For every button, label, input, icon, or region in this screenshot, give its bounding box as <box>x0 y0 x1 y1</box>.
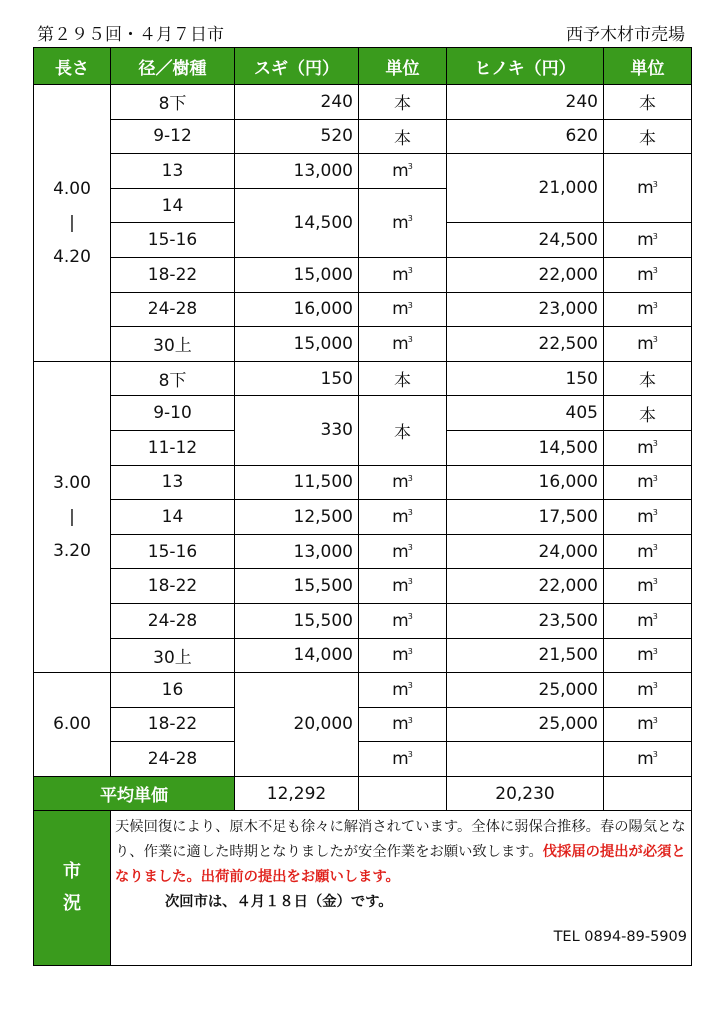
table-row <box>34 500 692 535</box>
table-row <box>34 673 692 708</box>
empty-cell <box>604 776 692 811</box>
size-cell: 18-22 <box>111 569 235 604</box>
hinoki-price: 22,000 <box>447 569 604 604</box>
sugi-unit: $m^3$ <box>359 500 447 535</box>
hinoki-unit: $m^3$ <box>604 154 692 223</box>
sugi-unit: $m^3$ <box>359 707 447 742</box>
table-row <box>34 327 692 362</box>
hinoki-unit: 本 <box>604 361 692 396</box>
sugi-price: 15,500 <box>235 603 359 638</box>
hinoki-unit: $m^3$ <box>604 500 692 535</box>
table-row <box>34 119 692 154</box>
size-cell: 13 <box>111 154 235 189</box>
sugi-unit: $m^3$ <box>359 673 447 708</box>
size-cell: 30上 <box>111 638 235 673</box>
market-session-title: 第２９５回・４月７日市 <box>37 25 224 45</box>
average-sugi: 12,292 <box>235 776 359 811</box>
size-cell: 9-12 <box>111 119 235 154</box>
sugi-unit: 本 <box>359 361 447 396</box>
table-row <box>34 361 692 396</box>
hinoki-unit: $m^3$ <box>604 465 692 500</box>
hinoki-price: 620 <box>447 119 604 154</box>
hinoki-unit: $m^3$ <box>604 327 692 362</box>
market-conditions-text <box>111 811 692 966</box>
sugi-unit: 本 <box>359 85 447 120</box>
hinoki-price: 17,500 <box>447 500 604 535</box>
hinoki-price: 405 <box>447 396 604 431</box>
header-row <box>34 48 692 85</box>
market-conditions-label: 市 況 <box>34 811 111 966</box>
hinoki-unit: $m^3$ <box>604 673 692 708</box>
hinoki-price: 25,000 <box>447 707 604 742</box>
table-row <box>34 396 692 431</box>
sugi-price: 15,500 <box>235 569 359 604</box>
table-row <box>34 707 692 742</box>
size-cell: 8下 <box>111 85 235 120</box>
table-row <box>34 603 692 638</box>
sugi-price: 520 <box>235 119 359 154</box>
length-cell: 4.00 | 4.20 <box>34 85 111 362</box>
hinoki-unit: $m^3$ <box>604 707 692 742</box>
size-cell: 11-12 <box>111 430 235 465</box>
sugi-price: 330 <box>235 396 359 465</box>
size-cell: 24-28 <box>111 742 235 777</box>
hinoki-price: 24,500 <box>447 223 604 258</box>
size-cell: 15-16 <box>111 534 235 569</box>
size-cell: 24-28 <box>111 292 235 327</box>
average-hinoki: 20,230 <box>447 776 604 811</box>
hinoki-price: 150 <box>447 361 604 396</box>
table-row <box>34 638 692 673</box>
col-diameter: 径／樹種 <box>111 48 235 85</box>
length-cell: 3.00 | 3.20 <box>34 361 111 672</box>
hinoki-unit: $m^3$ <box>604 638 692 673</box>
hinoki-price: 24,000 <box>447 534 604 569</box>
table-row <box>34 292 692 327</box>
hinoki-price: 22,500 <box>447 327 604 362</box>
hinoki-price: 240 <box>447 85 604 120</box>
size-cell: 24-28 <box>111 603 235 638</box>
sugi-price: 13,000 <box>235 534 359 569</box>
sugi-unit: $m^3$ <box>359 327 447 362</box>
hinoki-price: 21,000 <box>447 154 604 223</box>
size-cell: 18-22 <box>111 707 235 742</box>
phone-number: TEL 0894-89-5909 <box>553 929 687 946</box>
empty-cell <box>359 776 447 811</box>
size-cell: 8下 <box>111 361 235 396</box>
sugi-price: 150 <box>235 361 359 396</box>
table-row <box>34 154 692 189</box>
average-row <box>34 776 692 811</box>
sugi-unit: $m^3$ <box>359 534 447 569</box>
hinoki-unit: $m^3$ <box>604 430 692 465</box>
col-unit-sugi: 単位 <box>359 48 447 85</box>
table-row <box>34 257 692 292</box>
sugi-unit: $m^3$ <box>359 154 447 189</box>
length-cell: 6.00 <box>34 673 111 777</box>
hinoki-unit: $m^3$ <box>604 534 692 569</box>
sugi-unit: $m^3$ <box>359 638 447 673</box>
sugi-price: 13,000 <box>235 154 359 189</box>
size-cell: 15-16 <box>111 223 235 258</box>
size-cell: 30上 <box>111 327 235 362</box>
sugi-price: 15,000 <box>235 327 359 362</box>
table-row <box>34 465 692 500</box>
table-row <box>34 85 692 120</box>
sugi-price: 240 <box>235 85 359 120</box>
hinoki-unit: $m^3$ <box>604 603 692 638</box>
sugi-unit: $m^3$ <box>359 257 447 292</box>
table-row <box>34 742 692 777</box>
sugi-price: 15,000 <box>235 257 359 292</box>
remarks-row <box>34 811 692 966</box>
col-sugi: スギ（円） <box>235 48 359 85</box>
size-cell: 14 <box>111 500 235 535</box>
hinoki-price: 23,500 <box>447 603 604 638</box>
remarks-notice: 伐採届の提出が必須となりました。出荷前の提出をお願いします。 <box>115 844 686 886</box>
market-name: 西予木材市売場 <box>566 25 685 45</box>
average-label: 平均単価 <box>34 776 235 811</box>
col-hinoki: ヒノキ（円） <box>447 48 604 85</box>
size-cell: 9-10 <box>111 396 235 431</box>
table-row <box>34 534 692 569</box>
hinoki-price: 16,000 <box>447 465 604 500</box>
hinoki-unit: $m^3$ <box>604 223 692 258</box>
hinoki-price <box>447 742 604 777</box>
table-row <box>34 569 692 604</box>
sugi-unit: $m^3$ <box>359 465 447 500</box>
hinoki-unit: 本 <box>604 396 692 431</box>
hinoki-unit: $m^3$ <box>604 292 692 327</box>
hinoki-unit: $m^3$ <box>604 257 692 292</box>
sugi-unit: $m^3$ <box>359 292 447 327</box>
col-unit-hinoki: 単位 <box>604 48 692 85</box>
hinoki-price: 25,000 <box>447 673 604 708</box>
sugi-price: 16,000 <box>235 292 359 327</box>
sugi-price: 12,500 <box>235 500 359 535</box>
hinoki-unit: 本 <box>604 119 692 154</box>
col-length: 長さ <box>34 48 111 85</box>
size-cell: 13 <box>111 465 235 500</box>
sugi-unit: $m^3$ <box>359 188 447 257</box>
hinoki-price: 21,500 <box>447 638 604 673</box>
sugi-unit: 本 <box>359 396 447 465</box>
hinoki-unit: 本 <box>604 85 692 120</box>
remarks-body: 天候回復により、原木不足も徐々に解消されています。全体に弱保合推移。春の陽気となり、作業に適した時期となりましたが安全作業をお願い致します。 <box>115 819 686 861</box>
sugi-price: 20,000 <box>235 673 359 777</box>
hinoki-unit: $m^3$ <box>604 569 692 604</box>
size-cell: 14 <box>111 188 235 223</box>
sugi-unit: $m^3$ <box>359 742 447 777</box>
sugi-unit: $m^3$ <box>359 569 447 604</box>
sugi-unit: $m^3$ <box>359 603 447 638</box>
hinoki-price: 22,000 <box>447 257 604 292</box>
hinoki-price: 23,000 <box>447 292 604 327</box>
hinoki-unit: $m^3$ <box>604 742 692 777</box>
hinoki-price: 14,500 <box>447 430 604 465</box>
sugi-price: 14,000 <box>235 638 359 673</box>
sugi-unit: 本 <box>359 119 447 154</box>
sugi-price: 14,500 <box>235 188 359 257</box>
size-cell: 18-22 <box>111 257 235 292</box>
price-table <box>33 47 692 966</box>
sugi-price: 11,500 <box>235 465 359 500</box>
size-cell: 16 <box>111 673 235 708</box>
next-market-date: 次回市は、４月１８日（金）です。 <box>165 894 393 911</box>
